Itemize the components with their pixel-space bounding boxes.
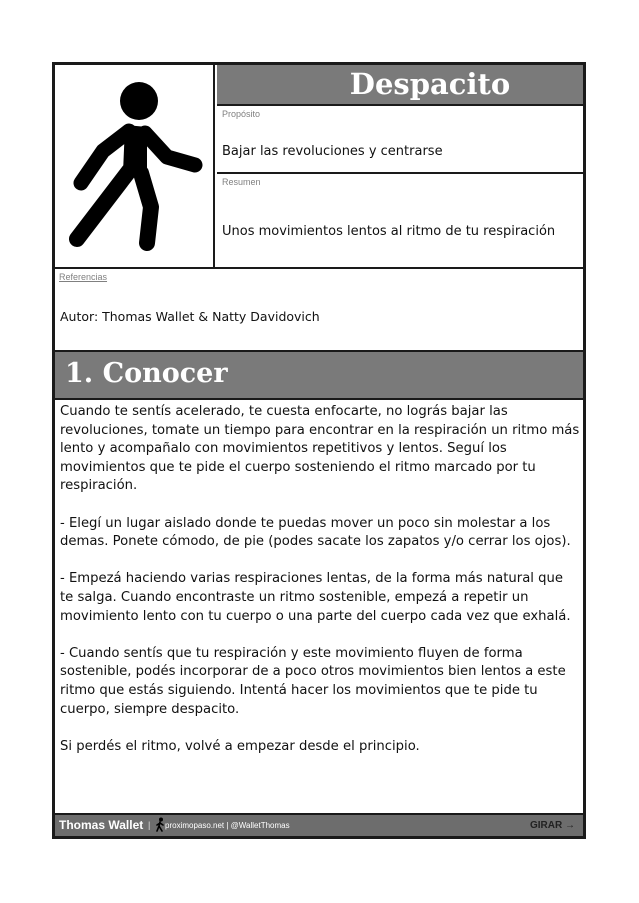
instructions-body	[60, 403, 580, 756]
card-header	[55, 65, 583, 267]
footer-separator: |	[148, 820, 151, 830]
paragraph: - Elegí un lugar aislado donde te puedas mover un poco sin molestar a los demas. Ponete cómodo, de pie (podes sacate los zapatos y/o cerrar los ojos).	[60, 515, 571, 550]
walking-person-icon	[63, 79, 207, 255]
paragraph: - Cuando sentís que tu respiración y este movimiento fluyen de forma sostenible, podés incorporar de a poco otros movimientos bien lentos a este ritmo que estás siguiendo. Intentá hacer los movimientos que te pide tu cuerpo, siempre despacito.	[60, 645, 566, 717]
card-title-bar	[217, 65, 583, 106]
card-title: Despacito	[349, 67, 511, 101]
referencias-label: Referencias	[59, 272, 108, 282]
resumen-value: Unos movimientos lentos al ritmo de tu respiración	[222, 224, 556, 239]
card-footer	[55, 813, 583, 836]
proximo-paso-logo-icon	[155, 817, 165, 832]
section-title: 1. Conocer	[65, 358, 228, 389]
figure-panel	[55, 65, 215, 267]
paragraph: Si perdés el ritmo, volvé a empezar desde el principio.	[60, 738, 420, 754]
turn-link[interactable]: GIRAR →	[530, 820, 575, 831]
referencias-field	[55, 267, 583, 352]
resumen-field	[217, 174, 583, 267]
paragraph: Cuando te sentís acelerado, te cuesta enfocarte, no lográs bajar las revoluciones, tomate un tiempo para encontrar en la respiración un ritmo más lento y acompañalo con movimientos repetitivos y lentos. Seguí los movimientos que te pide el cuerpo sosteniendo el ritmo marcado por tu respiración.	[60, 404, 580, 494]
resumen-label: Resumen	[222, 177, 261, 187]
proposito-field	[217, 106, 583, 174]
referencias-value: Autor: Thomas Wallet & Natty Davidovich	[60, 309, 320, 324]
section-title-bar	[55, 352, 583, 400]
footer-author: Thomas Wallet	[59, 818, 144, 832]
activity-card	[52, 62, 586, 839]
paragraph: - Empezá haciendo varias respiraciones lentas, de la forma más natural que te salga. Cuando encontraste un ritmo sostenible, empezá a repetir un movimiento lento con tu cuerpo o una parte del cuerpo cada vez que exhalá.	[60, 571, 571, 624]
proposito-label: Propósito	[222, 109, 261, 119]
footer-site: proximopaso.net | @WalletThomas	[165, 821, 290, 830]
proposito-value: Bajar las revoluciones y centrarse	[222, 144, 443, 159]
